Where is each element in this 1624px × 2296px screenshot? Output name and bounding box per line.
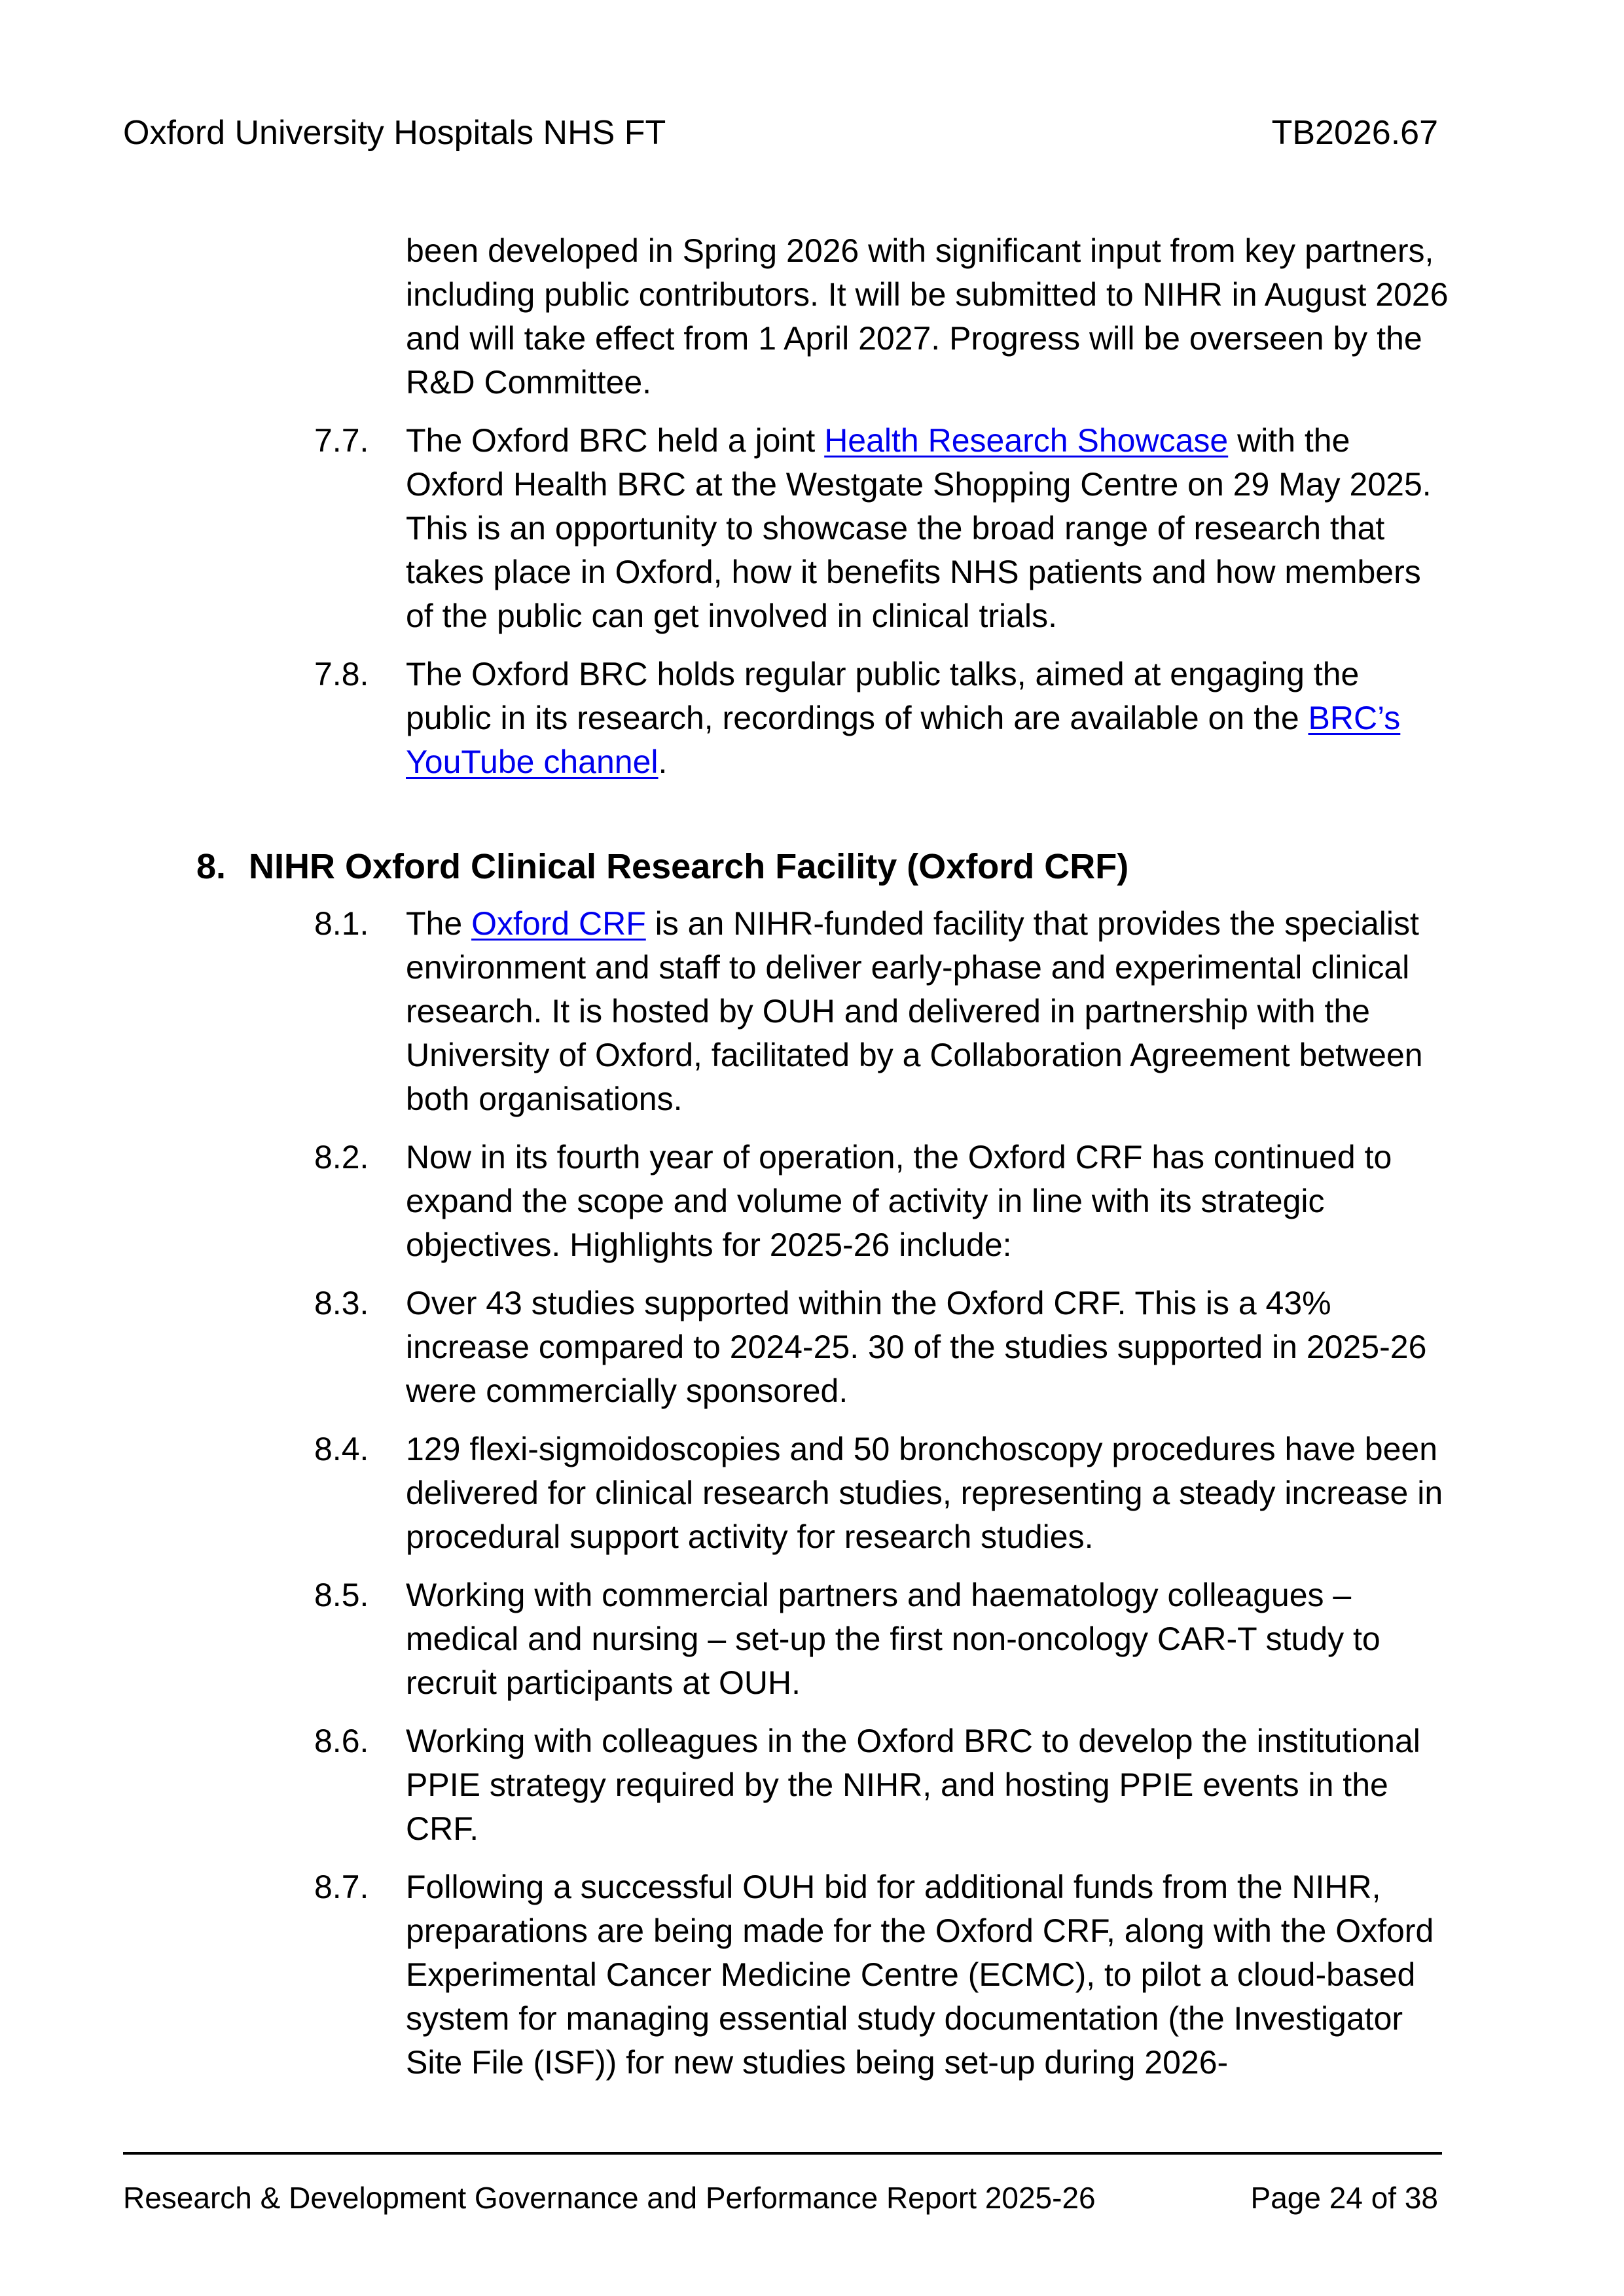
paragraph-number: 8.4. [314,1431,369,1467]
paragraph-text: Working with commercial partners and haematology colleagues – medical and nursing – set-up the first non-oncology CAR-T study to recruit participants at OUH. [406,1577,1380,1701]
paragraph-number: 8.6. [314,1723,369,1759]
paragraph-number: 8.2. [314,1139,369,1175]
footer-page-number: Page 24 of 38 [1250,2181,1438,2215]
paragraph-7-7 [314,419,1453,638]
paragraph-text-before: The Oxford BRC held a joint [406,422,825,459]
paragraph-text: Over 43 studies supported within the Oxford CRF. This is a 43% increase compared to 2024-25. 30 of the studies supported in 2025-26 were commercially sponsored. [406,1285,1427,1409]
paragraph-8-1 [314,902,1453,1121]
paragraph-number: 7.8. [314,656,369,692]
oxford-crf-link[interactable]: Oxford CRF [471,905,646,942]
header-organisation: Oxford University Hospitals NHS FT [123,114,666,152]
header-reference: TB2026.67 [1271,114,1438,152]
paragraph-text-before: The Oxford BRC holds regular public talks, aimed at engaging the public in its research, recordings of which are available on the [406,656,1360,736]
page-header [123,110,1438,156]
paragraph-text: Following a successful OUH bid for additional funds from the NIHR, preparations are being made for the Oxford CRF, along with the Oxford Experimental Cancer Medicine Centre (ECMC), to pilot a cloud-based system for managing essential study documentation (the Investigator Site File (ISF)) for new studies being set-up during 2026- [406,1869,1434,2081]
paragraph-8-5 [314,1573,1453,1705]
paragraph-text-after: is an NIHR-funded facility that provides the specialist environment and staff to deliver early-phase and experimental clinical research. It is hosted by OUH and delivered in partnership with the University of Oxford, facilitated by a Collaboration Agreement between both organisations. [406,905,1423,1117]
paragraph-number: 8.5. [314,1577,369,1613]
paragraph-8-3 [314,1282,1453,1413]
paragraph-number: 8.7. [314,1869,369,1905]
paragraph-8-7 [314,1865,1453,2085]
health-research-showcase-link[interactable]: Health Research Showcase [824,422,1229,459]
paragraph-text-after: with the Oxford Health BRC at the Westgate Shopping Centre on 29 May 2025. This is an opportunity to showcase the broad range of research that takes place in Oxford, how it benefits NHS patients and how members of the public can get involved in clinical trials. [406,422,1432,634]
paragraph-text: Working with colleagues in the Oxford BRC to develop the institutional PPIE strategy required by the NIHR, and hosting PPIE events in the CRF. [406,1723,1420,1847]
footer-divider [123,2152,1442,2155]
section-title: NIHR Oxford Clinical Research Facility (Oxford CRF) [249,847,1129,886]
paragraph-8-2 [314,1136,1453,1267]
paragraph-number: 8.1. [314,905,369,942]
section-8-heading [196,843,1624,890]
brc-youtube-channel-link[interactable]: BRC’s YouTube channel [406,700,1401,780]
paragraph-text-before: The [406,905,472,942]
paragraph-text-after: . [658,744,668,780]
paragraph-text: Now in its fourth year of operation, the Oxford CRF has continued to expand the scope and volume of activity in line with its strategic objectives. Highlights for 2025-26 include: [406,1139,1392,1263]
section-number: 8. [196,847,226,886]
paragraph-7-8 [314,653,1453,784]
page-footer [123,2177,1438,2219]
paragraph-8-4 [314,1427,1453,1559]
footer-report-title: Research & Development Governance and Performance Report 2025-26 [123,2181,1096,2215]
paragraph-number: 7.7. [314,422,369,459]
paragraph-number: 8.3. [314,1285,369,1321]
continuation-paragraph: been developed in Spring 2026 with significant input from key partners, including public contributors. It will be submitted to NIHR in August 2026 and will take effect from 1 April 2027. Progress will be overseen by the R&D Committee. [406,232,1449,401]
paragraph-8-6 [314,1719,1453,1851]
paragraph-text: 129 flexi-sigmoidoscopies and 50 bronchoscopy procedures have been delivered for clinical research studies, representing a steady increase in procedural support activity for research studies. [406,1431,1443,1555]
document-body [0,196,1624,2099]
